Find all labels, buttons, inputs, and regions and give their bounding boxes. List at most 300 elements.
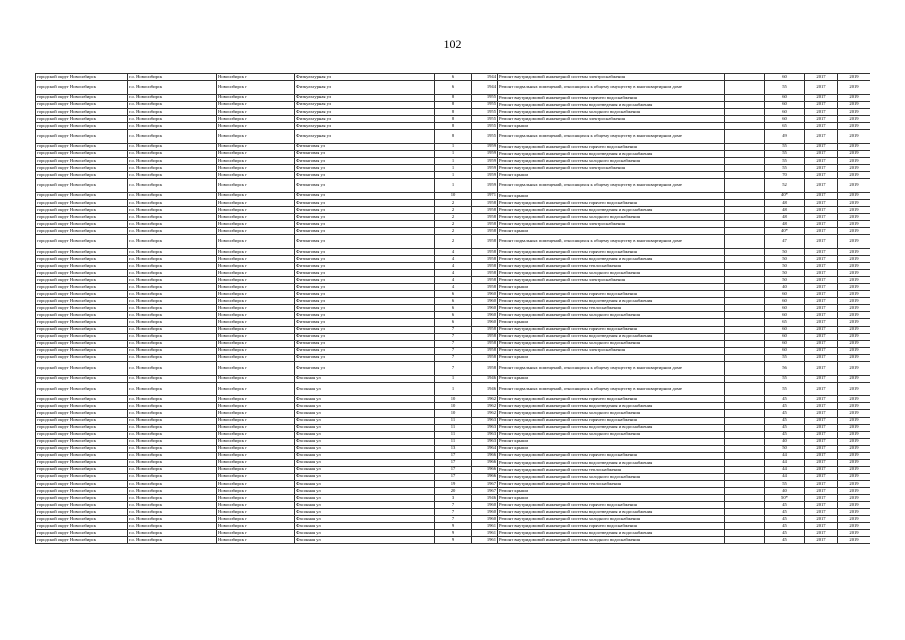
cell-locality: Новосибирск г xyxy=(217,108,295,115)
cell-blank xyxy=(725,333,765,340)
cell-house: 1 xyxy=(435,172,472,179)
cell-municipality: городской округ Новосибирск xyxy=(36,382,128,396)
table-row xyxy=(36,424,871,431)
cell-cost: 48 xyxy=(765,199,805,206)
cell-work-type: Ремонт подвальных помещений, относящихся к общему имуществу в многоквартирном доме xyxy=(498,382,725,396)
cell-year-built: 1955 xyxy=(472,130,498,144)
cell-work-type: Ремонт крыши xyxy=(498,192,725,199)
cell-cost: 45 xyxy=(765,403,805,410)
cell-plan-end: 2019 xyxy=(838,459,871,466)
cell-municipality: городской округ Новосибирск xyxy=(36,473,128,480)
cell-street: Физкультурная ул xyxy=(295,115,435,122)
cell-municipality: городской округ Новосибирск xyxy=(36,487,128,494)
cell-year-built: 1946 xyxy=(472,495,498,502)
cell-plan-end: 2019 xyxy=(838,480,871,487)
cell-street: Фасонная ул xyxy=(295,452,435,459)
cell-blank xyxy=(725,214,765,221)
cell-plan-start: 2017 xyxy=(805,207,838,214)
cell-cost: 60 xyxy=(765,333,805,340)
cell-cost: 44 xyxy=(765,473,805,480)
cell-street: Фитинговая ул xyxy=(295,221,435,228)
cell-street: Фитинговая ул xyxy=(295,192,435,199)
cell-work-type: Ремонт внутридомовой инженерной системы водоотведения и водоснабжения xyxy=(498,403,725,410)
cell-year-built: 1958 xyxy=(472,354,498,361)
cell-plan-start: 2017 xyxy=(805,81,838,95)
cell-cost: 40 xyxy=(765,284,805,291)
cell-blank xyxy=(725,298,765,305)
cell-house: 7 xyxy=(435,333,472,340)
cell-locality: Новосибирск г xyxy=(217,298,295,305)
cell-work-type: Ремонт внутридомовой инженерной системы водоотведения и водоснабжения xyxy=(498,150,725,157)
cell-house: 6 xyxy=(435,298,472,305)
cell-street: Фасонная ул xyxy=(295,417,435,424)
cell-year-built: 1955 xyxy=(472,94,498,101)
cell-municipality: городской округ Новосибирск xyxy=(36,396,128,403)
cell-year-built: 1961 xyxy=(472,523,498,530)
cell-plan-start: 2017 xyxy=(805,382,838,396)
cell-municipality: городской округ Новосибирск xyxy=(36,516,128,523)
cell-plan-end: 2019 xyxy=(838,101,871,108)
cell-blank xyxy=(725,207,765,214)
cell-locality: Новосибирск г xyxy=(217,207,295,214)
cell-plan-start: 2017 xyxy=(805,480,838,487)
cell-cost: 50 xyxy=(765,256,805,263)
cell-house: 2 xyxy=(435,214,472,221)
cell-street: Фасонная ул xyxy=(295,466,435,473)
cell-street: Фасонная ул xyxy=(295,459,435,466)
cell-cost: 47 xyxy=(765,235,805,249)
cell-year-built: 1958 xyxy=(472,284,498,291)
cell-plan-end: 2019 xyxy=(838,248,871,255)
cell-settlement: г.о. Новосибирск xyxy=(128,235,217,249)
cell-locality: Новосибирск г xyxy=(217,396,295,403)
cell-municipality: городской округ Новосибирск xyxy=(36,277,128,284)
table-row xyxy=(36,143,871,150)
cell-house: 7 xyxy=(435,326,472,333)
table-row xyxy=(36,74,871,81)
cell-municipality: городской округ Новосибирск xyxy=(36,101,128,108)
cell-house: 7 xyxy=(435,340,472,347)
table-row xyxy=(36,214,871,221)
cell-blank xyxy=(725,123,765,130)
cell-cost: 44 xyxy=(765,466,805,473)
cell-blank xyxy=(725,150,765,157)
cell-plan-end: 2019 xyxy=(838,115,871,122)
cell-cost: 60 xyxy=(765,291,805,298)
cell-locality: Новосибирск г xyxy=(217,530,295,537)
cell-locality: Новосибирск г xyxy=(217,382,295,396)
cell-municipality: городской округ Новосибирск xyxy=(36,291,128,298)
table-row xyxy=(36,94,871,101)
cell-blank xyxy=(725,172,765,179)
cell-work-type: Ремонт внутридомовой инженерной системы горячего водоснабжения xyxy=(498,417,725,424)
cell-settlement: г.о. Новосибирск xyxy=(128,375,217,382)
cell-plan-end: 2019 xyxy=(838,305,871,312)
cell-street: Фасонная ул xyxy=(295,480,435,487)
cell-year-built: 1960 xyxy=(472,319,498,326)
cell-locality: Новосибирск г xyxy=(217,347,295,354)
cell-blank xyxy=(725,263,765,270)
cell-work-type: Ремонт внутридомовой инженерной системы теплоснабжения xyxy=(498,480,725,487)
cell-cost: 50 xyxy=(765,277,805,284)
cell-settlement: г.о. Новосибирск xyxy=(128,199,217,206)
cell-year-built: 1955 xyxy=(472,123,498,130)
cell-plan-start: 2017 xyxy=(805,417,838,424)
cell-blank xyxy=(725,326,765,333)
cell-cost: 49 xyxy=(765,130,805,144)
cell-house: 17 xyxy=(435,452,472,459)
cell-cost: 45 xyxy=(765,523,805,530)
cell-work-type: Ремонт подвальных помещений, относящихся к общему имуществу в многоквартирном доме xyxy=(498,179,725,193)
cell-municipality: городской округ Новосибирск xyxy=(36,179,128,193)
cell-plan-start: 2017 xyxy=(805,347,838,354)
cell-plan-start: 2017 xyxy=(805,199,838,206)
cell-work-type: Ремонт крыши xyxy=(498,319,725,326)
cell-blank xyxy=(725,361,765,375)
cell-street: Фитинговая ул xyxy=(295,263,435,270)
cell-settlement: г.о. Новосибирск xyxy=(128,312,217,319)
document-sheet xyxy=(35,73,870,605)
cell-settlement: г.о. Новосибирск xyxy=(128,298,217,305)
cell-settlement: г.о. Новосибирск xyxy=(128,179,217,193)
cell-settlement: г.о. Новосибирск xyxy=(128,81,217,95)
cell-plan-end: 2019 xyxy=(838,417,871,424)
cell-blank xyxy=(725,235,765,249)
table-row xyxy=(36,305,871,312)
cell-work-type: Ремонт внутридомовой инженерной системы горячего водоснабжения xyxy=(498,523,725,530)
table-row xyxy=(36,291,871,298)
cell-house: 17 xyxy=(435,466,472,473)
cell-house: 1 xyxy=(435,375,472,382)
cell-locality: Новосибирск г xyxy=(217,192,295,199)
cell-work-type: Ремонт внутридомовой инженерной системы электроснабжения xyxy=(498,221,725,228)
cell-year-built: 1958 xyxy=(472,340,498,347)
cell-street: Фитинговая ул xyxy=(295,157,435,164)
cell-house: 7 xyxy=(435,361,472,375)
cell-plan-start: 2017 xyxy=(805,101,838,108)
cell-municipality: городской округ Новосибирск xyxy=(36,509,128,516)
cell-street: Фитинговая ул xyxy=(295,319,435,326)
cell-plan-end: 2019 xyxy=(838,319,871,326)
cell-locality: Новосибирск г xyxy=(217,81,295,95)
cell-cost: 60 xyxy=(765,340,805,347)
cell-street: Фитинговая ул xyxy=(295,291,435,298)
cell-locality: Новосибирск г xyxy=(217,403,295,410)
cell-blank xyxy=(725,179,765,193)
table-row xyxy=(36,123,871,130)
cell-cost: 45 xyxy=(765,431,805,438)
cell-cost: 70 xyxy=(765,172,805,179)
cell-municipality: городской округ Новосибирск xyxy=(36,403,128,410)
cell-plan-start: 2017 xyxy=(805,445,838,452)
cell-plan-start: 2017 xyxy=(805,396,838,403)
cell-settlement: г.о. Новосибирск xyxy=(128,305,217,312)
cell-plan-end: 2019 xyxy=(838,207,871,214)
cell-settlement: г.о. Новосибирск xyxy=(128,354,217,361)
cell-municipality: городской округ Новосибирск xyxy=(36,130,128,144)
cell-house: 1 xyxy=(435,179,472,193)
cell-street: Фитинговая ул xyxy=(295,305,435,312)
cell-house: 8 xyxy=(435,123,472,130)
cell-house: 1 xyxy=(435,150,472,157)
cell-blank xyxy=(725,495,765,502)
cell-street: Фитинговая ул xyxy=(295,179,435,193)
cell-house: 2 xyxy=(435,228,472,235)
cell-year-built: 1958 xyxy=(472,248,498,255)
cell-plan-end: 2019 xyxy=(838,74,871,81)
cell-blank xyxy=(725,192,765,199)
cell-house: 11 xyxy=(435,438,472,445)
cell-plan-start: 2017 xyxy=(805,354,838,361)
cell-street: Фитинговая ул xyxy=(295,298,435,305)
cell-work-type: Ремонт крыши xyxy=(498,354,725,361)
table-row xyxy=(36,221,871,228)
cell-cost: 44 xyxy=(765,452,805,459)
cell-locality: Новосибирск г xyxy=(217,248,295,255)
cell-street: Фитинговая ул xyxy=(295,354,435,361)
cell-plan-end: 2019 xyxy=(838,452,871,459)
cell-cost: 45 xyxy=(765,537,805,544)
cell-locality: Новосибирск г xyxy=(217,179,295,193)
cell-settlement: г.о. Новосибирск xyxy=(128,487,217,494)
cell-locality: Новосибирск г xyxy=(217,228,295,235)
cell-settlement: г.о. Новосибирск xyxy=(128,410,217,417)
cell-settlement: г.о. Новосибирск xyxy=(128,115,217,122)
cell-work-type: Ремонт внутридомовой инженерной системы теплоснабжения xyxy=(498,263,725,270)
cell-settlement: г.о. Новосибирск xyxy=(128,123,217,130)
cell-year-built: 1966 xyxy=(472,473,498,480)
cell-work-type: Ремонт внутридомовой инженерной системы горячего водоснабжения xyxy=(498,452,725,459)
cell-work-type: Ремонт внутридомовой инженерной системы электроснабжения xyxy=(498,165,725,172)
cell-settlement: г.о. Новосибирск xyxy=(128,248,217,255)
cell-municipality: городской округ Новосибирск xyxy=(36,361,128,375)
cell-year-built: 1966 xyxy=(472,466,498,473)
cell-blank xyxy=(725,445,765,452)
cell-municipality: городской округ Новосибирск xyxy=(36,537,128,544)
cell-street: Фасонная ул xyxy=(295,424,435,431)
cell-year-built: 1944 xyxy=(472,81,498,95)
cell-plan-end: 2019 xyxy=(838,509,871,516)
cell-street: Фитинговая ул xyxy=(295,235,435,249)
cell-blank xyxy=(725,530,765,537)
cell-year-built: 1955 xyxy=(472,115,498,122)
cell-house: 6 xyxy=(435,312,472,319)
cell-settlement: г.о. Новосибирск xyxy=(128,361,217,375)
cell-blank xyxy=(725,487,765,494)
cell-work-type: Ремонт крыши xyxy=(498,123,725,130)
cell-work-type: Ремонт внутридомовой инженерной системы горячего водоснабжения xyxy=(498,248,725,255)
cell-municipality: городской округ Новосибирск xyxy=(36,81,128,95)
cell-street: Фитинговая ул xyxy=(295,214,435,221)
cell-settlement: г.о. Новосибирск xyxy=(128,480,217,487)
cell-year-built: 1958 xyxy=(472,199,498,206)
cell-year-built: 1960 xyxy=(472,509,498,516)
cell-blank xyxy=(725,277,765,284)
cell-municipality: городской округ Новосибирск xyxy=(36,263,128,270)
cell-house: 7 xyxy=(435,509,472,516)
cell-plan-start: 2017 xyxy=(805,487,838,494)
cell-year-built: 1958 xyxy=(472,333,498,340)
cell-year-built: 1959 xyxy=(472,165,498,172)
cell-cost: 65 xyxy=(765,123,805,130)
table-row xyxy=(36,530,871,537)
cell-street: Фасонная ул xyxy=(295,495,435,502)
cell-plan-start: 2017 xyxy=(805,495,838,502)
cell-municipality: городской округ Новосибирск xyxy=(36,123,128,130)
cell-house: 8 xyxy=(435,94,472,101)
cell-plan-start: 2017 xyxy=(805,473,838,480)
cell-blank xyxy=(725,101,765,108)
cell-plan-end: 2019 xyxy=(838,487,871,494)
cell-cost: 48 xyxy=(765,207,805,214)
cell-plan-start: 2017 xyxy=(805,228,838,235)
cell-street: Фитинговая ул xyxy=(295,270,435,277)
cell-cost: 40* xyxy=(765,228,805,235)
cell-municipality: городской округ Новосибирск xyxy=(36,172,128,179)
cell-blank xyxy=(725,424,765,431)
cell-blank xyxy=(725,523,765,530)
cell-street: Фасонная ул xyxy=(295,487,435,494)
cell-blank xyxy=(725,382,765,396)
cell-settlement: г.о. Новосибирск xyxy=(128,459,217,466)
cell-year-built: 1960 xyxy=(472,312,498,319)
cell-municipality: городской округ Новосибирск xyxy=(36,150,128,157)
cell-plan-end: 2019 xyxy=(838,410,871,417)
cell-locality: Новосибирск г xyxy=(217,523,295,530)
cell-settlement: г.о. Новосибирск xyxy=(128,340,217,347)
cell-cost: 45 xyxy=(765,410,805,417)
table-row xyxy=(36,326,871,333)
cell-year-built: 1958 xyxy=(472,207,498,214)
cell-plan-start: 2017 xyxy=(805,123,838,130)
cell-municipality: городской округ Новосибирск xyxy=(36,424,128,431)
cell-municipality: городской округ Новосибирск xyxy=(36,108,128,115)
cell-year-built: 1961 xyxy=(472,537,498,544)
cell-plan-start: 2017 xyxy=(805,179,838,193)
cell-blank xyxy=(725,466,765,473)
cell-locality: Новосибирск г xyxy=(217,466,295,473)
cell-municipality: городской округ Новосибирск xyxy=(36,466,128,473)
cell-locality: Новосибирск г xyxy=(217,438,295,445)
cell-plan-end: 2019 xyxy=(838,192,871,199)
cell-cost: 48 xyxy=(765,221,805,228)
cell-cost: 45 xyxy=(765,516,805,523)
cell-house: 1 xyxy=(435,165,472,172)
cell-locality: Новосибирск г xyxy=(217,94,295,101)
cell-cost: 45 xyxy=(765,417,805,424)
cell-plan-end: 2019 xyxy=(838,312,871,319)
cell-cost: 60 xyxy=(765,108,805,115)
cell-settlement: г.о. Новосибирск xyxy=(128,403,217,410)
cell-blank xyxy=(725,431,765,438)
cell-cost: 50 xyxy=(765,270,805,277)
cell-year-built: 1960 xyxy=(472,305,498,312)
cell-plan-start: 2017 xyxy=(805,74,838,81)
table-row xyxy=(36,228,871,235)
cell-street: Фасонная ул xyxy=(295,523,435,530)
cell-street: Фасонная ул xyxy=(295,445,435,452)
cell-cost: 60 xyxy=(765,305,805,312)
cell-locality: Новосибирск г xyxy=(217,326,295,333)
cell-blank xyxy=(725,108,765,115)
table-row xyxy=(36,115,871,122)
cell-year-built: 1958 xyxy=(472,361,498,375)
table-row xyxy=(36,192,871,199)
cell-work-type: Ремонт внутридомовой инженерной системы теплоснабжения xyxy=(498,466,725,473)
cell-cost: 60 xyxy=(765,347,805,354)
cell-settlement: г.о. Новосибирск xyxy=(128,192,217,199)
cell-house: 4 xyxy=(435,263,472,270)
cell-municipality: городской округ Новосибирск xyxy=(36,94,128,101)
cell-plan-end: 2019 xyxy=(838,375,871,382)
cell-blank xyxy=(725,157,765,164)
table-row xyxy=(36,298,871,305)
cell-settlement: г.о. Новосибирск xyxy=(128,509,217,516)
table-row xyxy=(36,312,871,319)
cell-street: Фитинговая ул xyxy=(295,312,435,319)
cell-house: 9 xyxy=(435,530,472,537)
cell-locality: Новосибирск г xyxy=(217,115,295,122)
table-row xyxy=(36,480,871,487)
cell-municipality: городской округ Новосибирск xyxy=(36,214,128,221)
cell-plan-start: 2017 xyxy=(805,150,838,157)
cell-settlement: г.о. Новосибирск xyxy=(128,256,217,263)
cell-house: 7 xyxy=(435,502,472,509)
cell-blank xyxy=(725,516,765,523)
cell-year-built: 1962 xyxy=(472,403,498,410)
cell-blank xyxy=(725,270,765,277)
cell-work-type: Ремонт внутридомовой инженерной системы водоотведения и водоснабжения xyxy=(498,424,725,431)
cell-plan-end: 2019 xyxy=(838,179,871,193)
cell-locality: Новосибирск г xyxy=(217,495,295,502)
cell-house: 1 xyxy=(435,382,472,396)
cell-municipality: городской округ Новосибирск xyxy=(36,340,128,347)
cell-municipality: городской округ Новосибирск xyxy=(36,326,128,333)
cell-plan-end: 2019 xyxy=(838,277,871,284)
cell-year-built: 1963 xyxy=(472,417,498,424)
cell-year-built: 1958 xyxy=(472,270,498,277)
cell-house: 13 xyxy=(435,445,472,452)
cell-plan-end: 2019 xyxy=(838,228,871,235)
cell-work-type: Ремонт внутридомовой инженерной системы горячего водоснабжения xyxy=(498,396,725,403)
cell-plan-start: 2017 xyxy=(805,270,838,277)
table-row xyxy=(36,375,871,382)
cell-plan-end: 2019 xyxy=(838,523,871,530)
cell-plan-start: 2017 xyxy=(805,466,838,473)
cell-work-type: Ремонт подвальных помещений, относящихся к общему имуществу в многоквартирном доме xyxy=(498,81,725,95)
cell-blank xyxy=(725,375,765,382)
cell-plan-start: 2017 xyxy=(805,403,838,410)
cell-settlement: г.о. Новосибирск xyxy=(128,207,217,214)
table-row xyxy=(36,130,871,144)
table-row xyxy=(36,248,871,255)
cell-street: Фитинговая ул xyxy=(295,228,435,235)
cell-settlement: г.о. Новосибирск xyxy=(128,270,217,277)
cell-blank xyxy=(725,248,765,255)
table-row xyxy=(36,417,871,424)
cell-municipality: городской округ Новосибирск xyxy=(36,192,128,199)
cell-municipality: городской округ Новосибирск xyxy=(36,248,128,255)
cell-cost: 55 xyxy=(765,150,805,157)
cell-locality: Новосибирск г xyxy=(217,143,295,150)
cell-cost: 55 xyxy=(765,375,805,382)
cell-plan-start: 2017 xyxy=(805,509,838,516)
table-row xyxy=(36,537,871,544)
cell-municipality: городской округ Новосибирск xyxy=(36,143,128,150)
cell-municipality: городской округ Новосибирск xyxy=(36,333,128,340)
cell-municipality: городской округ Новосибирск xyxy=(36,199,128,206)
cell-plan-start: 2017 xyxy=(805,277,838,284)
